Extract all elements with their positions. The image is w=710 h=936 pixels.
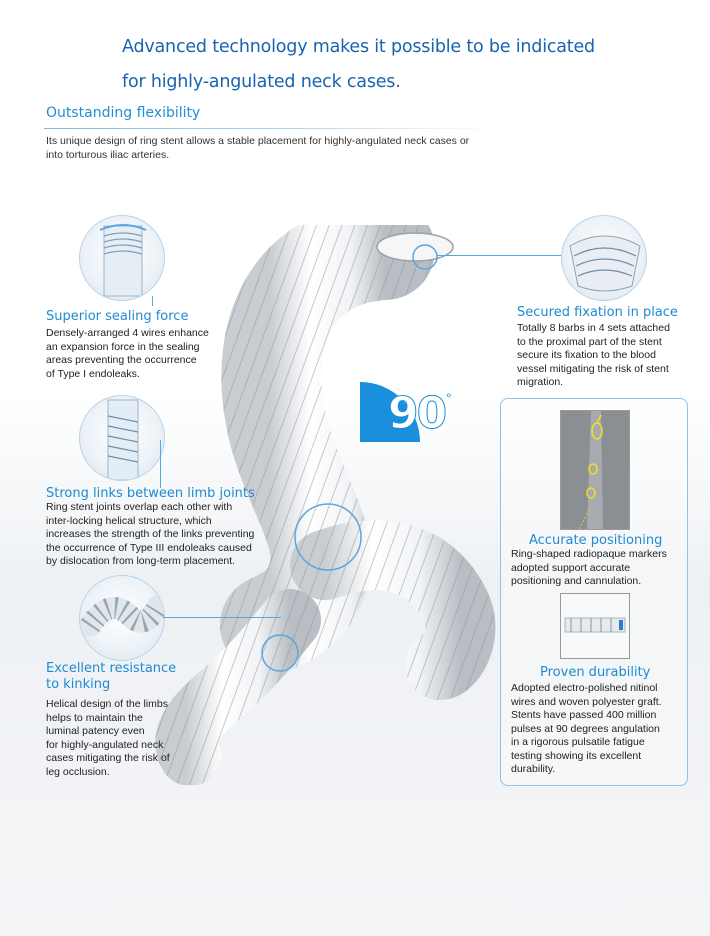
sealing-line-4: of Type I endoleaks. bbox=[46, 367, 140, 380]
positioning-line-3: positioning and cannulation. bbox=[511, 575, 642, 587]
fixation-line-3: secure its fixation to the blood bbox=[517, 349, 656, 361]
durability-line-1: Adopted electro-polished nitinol bbox=[511, 682, 658, 694]
sealing-leader-line bbox=[152, 296, 153, 306]
fixation-thumbnail bbox=[561, 215, 647, 301]
kinking-line-5: cases mitigating the risk of bbox=[46, 752, 170, 764]
headline-line-1: Advanced technology makes it possible to be indicated bbox=[122, 37, 595, 57]
links-leader-line bbox=[160, 440, 161, 488]
links-description bbox=[46, 501, 296, 569]
left-limb-rings bbox=[186, 620, 290, 755]
kinking-description bbox=[46, 698, 196, 779]
fixation-line-4: vessel mitigating the risk of stent bbox=[517, 362, 669, 375]
links-line-1: Ring stent joints overlap each other with bbox=[46, 501, 233, 513]
fixation-line-1: Totally 8 barbs in 4 sets attached bbox=[517, 322, 670, 334]
durability-description bbox=[511, 682, 683, 777]
proximal-cuff bbox=[377, 233, 453, 261]
sealing-title: Superior sealing force bbox=[46, 309, 189, 324]
kinking-line-3: luminal patency even bbox=[46, 725, 145, 737]
section-divider bbox=[44, 128, 494, 129]
kinking-title-line-2: to kinking bbox=[46, 677, 111, 692]
fixation-description bbox=[517, 322, 697, 390]
positioning-title: Accurate positioning bbox=[529, 533, 663, 548]
xray-thumbnail bbox=[560, 410, 630, 530]
kinking-thumbnail bbox=[79, 575, 165, 661]
sealing-line-3: areas preventing the occurrence bbox=[46, 354, 197, 366]
durability-line-3: Stents have passed 400 million bbox=[511, 709, 657, 721]
links-line-3: increases the strength of the links preventing bbox=[46, 528, 255, 540]
positioning-line-1: Ring-shaped radiopaque markers bbox=[511, 548, 667, 560]
links-title: Strong links between limb joints bbox=[46, 486, 255, 501]
angle-value: 90 bbox=[388, 388, 446, 439]
links-line-4: the occurrence of Type III endoleaks caused bbox=[46, 541, 252, 554]
durability-line-2: wires and woven polyester graft. bbox=[511, 695, 662, 708]
kinking-title-line-1: Excellent resistance bbox=[46, 661, 177, 676]
durability-line-6: testing showing its excellent bbox=[511, 749, 642, 762]
kinking-leader-line bbox=[163, 617, 281, 618]
durability-title: Proven durability bbox=[540, 665, 651, 680]
kinking-line-6: leg occlusion. bbox=[46, 765, 110, 778]
positioning-line-2: adopted support accurate bbox=[511, 561, 631, 574]
section-title: Outstanding flexibility bbox=[46, 105, 201, 121]
durability-line-4: pulses at 90 degrees angulation bbox=[511, 722, 660, 735]
links-line-5: by dislocation from long-term placement. bbox=[46, 555, 236, 567]
kinking-title bbox=[46, 661, 176, 693]
links-line-2: inter-locking helical structure, which bbox=[46, 514, 212, 527]
section-intro: Its unique design of ring stent allows a stable placement for highly-angulated neck cases or into torturous iliac arteries. bbox=[46, 135, 470, 161]
durability-line-5: in a rigorous pulsatile fatigue bbox=[511, 736, 645, 748]
sealing-description bbox=[46, 327, 236, 381]
sealing-line-2: an expansion force in the sealing bbox=[46, 340, 200, 353]
positioning-description bbox=[511, 548, 683, 589]
sealing-line-1: Densely-arranged 4 wires enhance bbox=[46, 327, 209, 339]
sealing-thumbnail bbox=[79, 215, 165, 301]
fixation-line-2: to the proximal part of the stent bbox=[517, 335, 662, 348]
kinking-line-4: for highly-angulated neck bbox=[46, 738, 164, 751]
fixation-line-5: migration. bbox=[517, 376, 564, 388]
kinking-line-2: helps to maintain the bbox=[46, 711, 143, 724]
headline-line-2: for highly-angulated neck cases. bbox=[122, 72, 401, 92]
durability-line-7: durability. bbox=[511, 763, 556, 775]
links-thumbnail bbox=[79, 395, 165, 481]
fixation-title: Secured fixation in place bbox=[517, 305, 678, 320]
fixation-leader-line bbox=[437, 255, 561, 256]
durability-thumbnail bbox=[560, 593, 630, 659]
angle-unit: ° bbox=[446, 390, 452, 406]
headline bbox=[122, 30, 682, 100]
kinking-line-1: Helical design of the limbs bbox=[46, 698, 168, 710]
